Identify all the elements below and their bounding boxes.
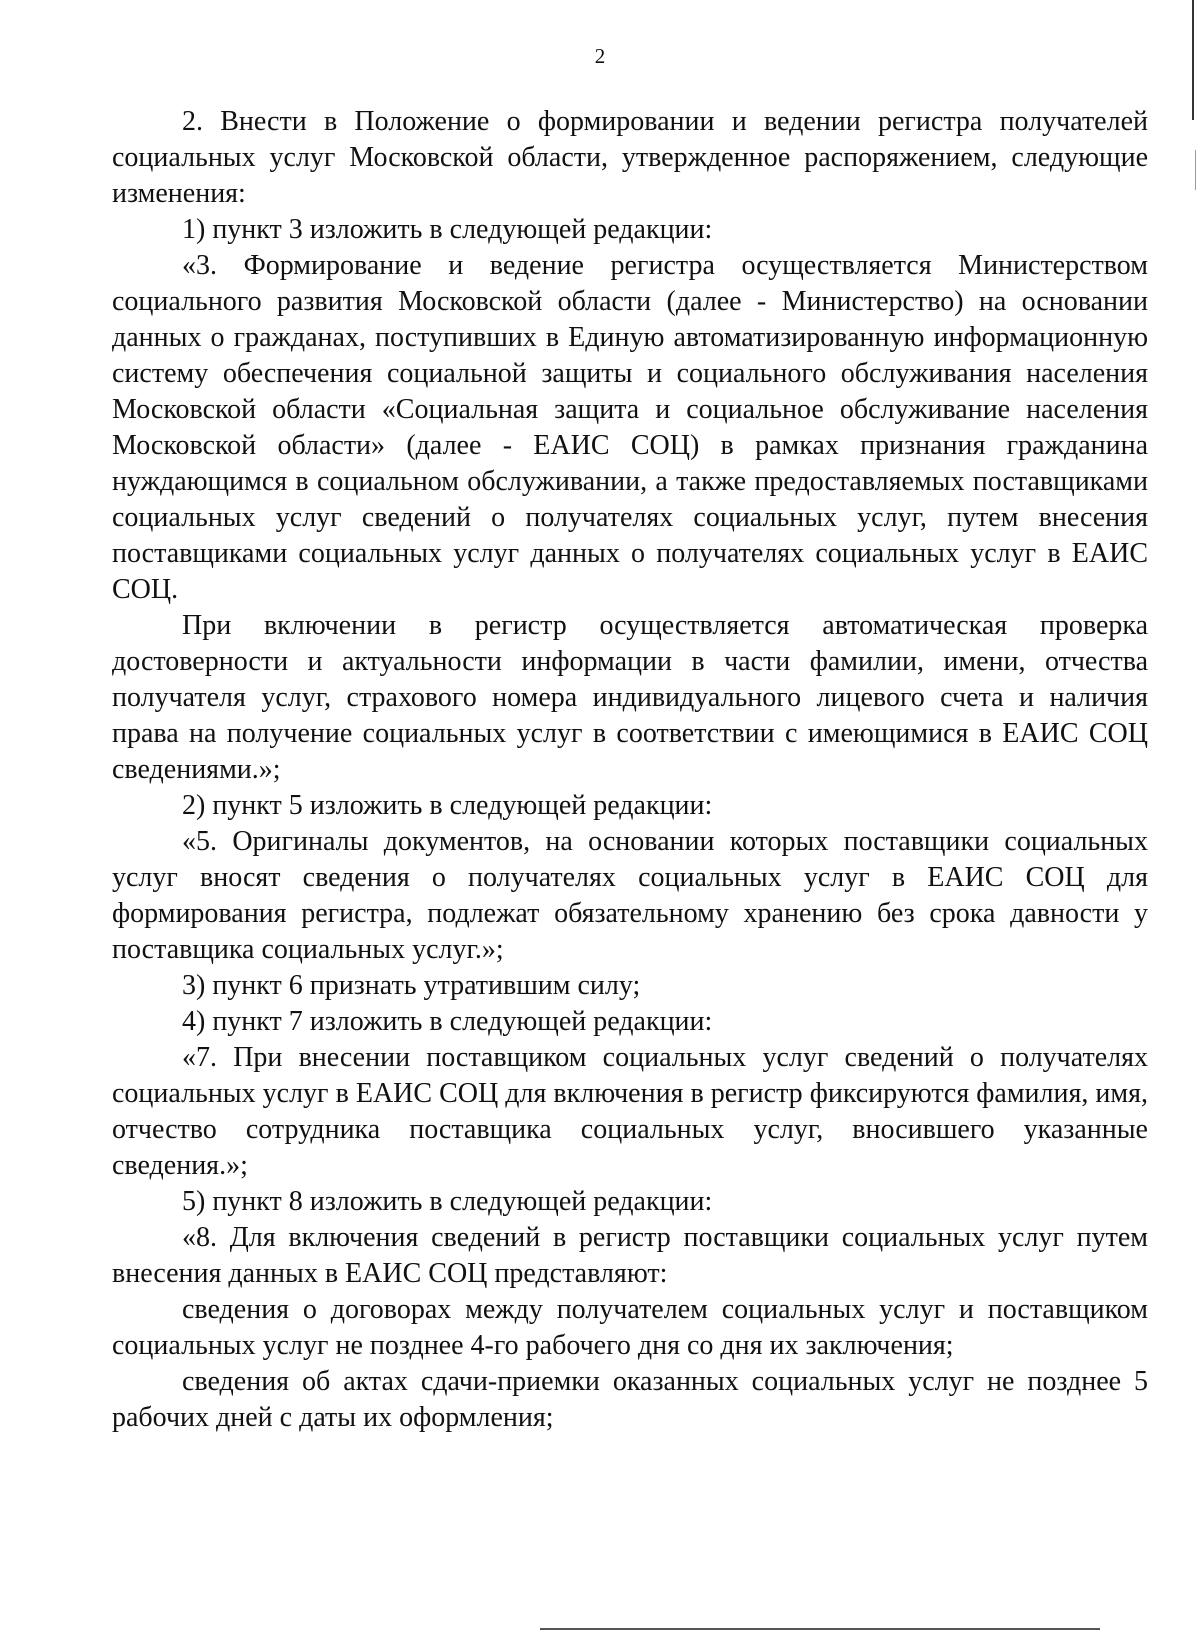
paragraph-subitem-1: 1) пункт 3 изложить в следующей редакции: [182, 214, 713, 245]
page-number: 2 [594, 44, 606, 68]
paragraph-point-3: «3. Формирование и ведение регистра осуществляется Министерством социального развития Московской области (далее - Министерство) на основании данных о гражданах, поступивших в Единую автоматизированную информационную систему обеспечения социальной защиты и социального обслуживания населения Московской области «Социальная защита и социальное обслуживание населения Московской области» (далее - ЕАИС СОЦ) в рамках признания гражданина нуждающимся в социальном обслуживании, а также предоставляемых поставщиками социальных услуг сведений о получателях социальных услуг, путем внесения поставщиками социальных услуг данных о получателях социальных услуг в ЕАИС СОЦ. [112, 250, 1148, 605]
paragraph-acts: сведения об актах сдачи-приемки оказанных социальных услуг не позднее 5 рабочих дней с даты их оформления; [112, 1366, 1148, 1433]
document-body [112, 104, 1148, 1436]
paragraph-point-3-check: При включении в регистр осуществляется автоматическая проверка достоверности и актуальности информации в части фамилии, имени, отчества получателя услуг, страхового номера индивидуального лицевого счета и наличия права на получение социальных услуг в соответствии с имеющимися в ЕАИС СОЦ сведениями.»; [112, 610, 1148, 785]
scan-edge-mark [1195, 150, 1196, 190]
paragraph-subitem-3: 3) пункт 6 признать утратившим силу; [182, 970, 641, 1001]
paragraph-point-5: «5. Оригиналы документов, на основании которых поставщики социальных услуг вносят сведения о получателях социальных услуг в ЕАИС СОЦ для формирования регистра, подлежат обязательному хранению без срока давности у поставщика социальных услуг.»; [112, 826, 1148, 965]
paragraph-contracts: сведения о договорах между получателем социальных услуг и поставщиком социальных услуг не позднее 4-го рабочего дня со дня их заключения; [112, 1294, 1148, 1361]
paragraph-point-7: «7. При внесении поставщиком социальных услуг сведений о получателях социальных услуг в ЕАИС СОЦ для включения в регистр фиксируются фамилия, имя, отчество сотрудника поставщика социальных услуг, вносившего указанные сведения.»; [112, 1042, 1148, 1181]
paragraph-subitem-2: 2) пункт 5 изложить в следующей редакции: [182, 790, 713, 821]
paragraph-subitem-5: 5) пункт 8 изложить в следующей редакции: [182, 1186, 713, 1217]
paragraph-point-8: «8. Для включения сведений в регистр поставщики социальных услуг путем внесения данных в ЕАИС СОЦ представляют: [112, 1222, 1148, 1289]
paragraph-item-2-intro: 2. Внести в Положение о формировании и ведении регистра получателей социальных услуг Московской области, утвержденное распоряжением, следующие изменения: [112, 106, 1148, 209]
scan-edge-mark [540, 1628, 1100, 1630]
paragraph-subitem-4: 4) пункт 7 изложить в следующей редакции: [182, 1006, 713, 1037]
